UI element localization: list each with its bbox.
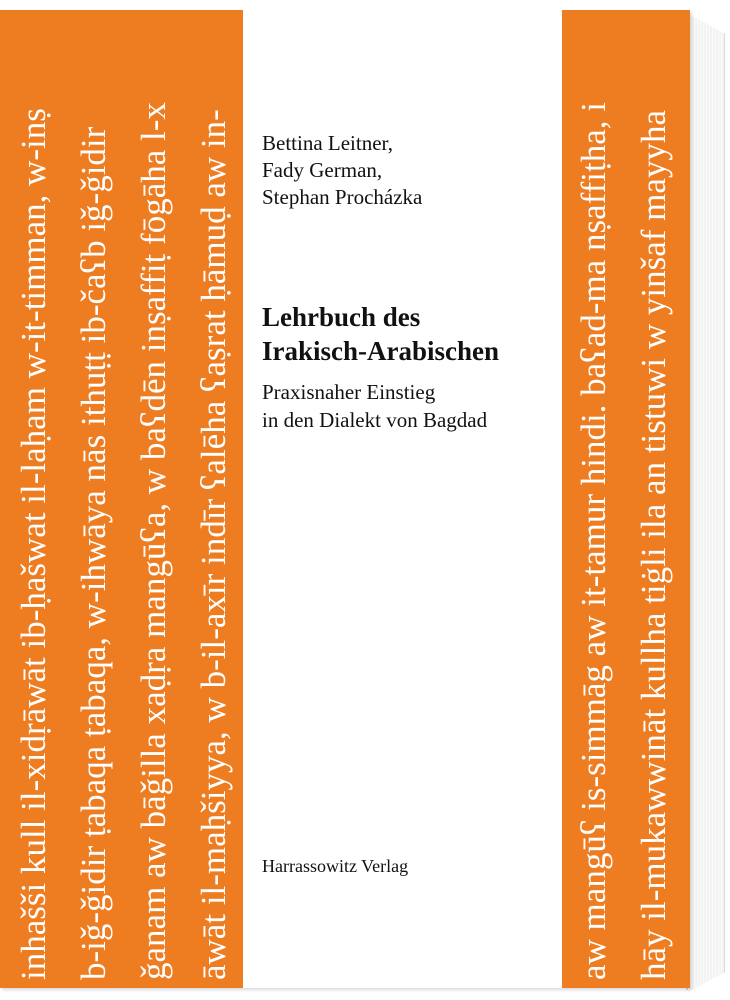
subtitle-line-2: in den Dialekt von Bagdad (262, 408, 488, 432)
page-edges (688, 14, 725, 992)
left-stripe-line-2: b-iǧ-ǧidir ṭabaqa ṭabaqa, w-ihwāya nās ithuṭṭ ib-čaʕb iǧ-ǧidir (74, 126, 113, 980)
author-list (262, 130, 422, 211)
author-2: Fady German, (262, 158, 383, 182)
publisher-name: Harrassowitz Verlag (262, 856, 409, 876)
front-cover (0, 10, 690, 988)
left-stripe-line-1: inhašši kull il-xidṛāwāt ib-ḥašwat il-laḥam w-it-timman, w-inṣ (14, 108, 53, 980)
book-title (262, 300, 499, 368)
right-stripe-line-2: hāy il-mukawwināt kullha tiġli ila an tistuwi w yinšaf mayyha (634, 110, 673, 980)
right-stripe-line-1: aw mangūʕ is-simmāg aw it-tamur hindi. baʕad-ma nṣaffiṭha, i (574, 102, 613, 980)
subtitle-line-1: Praxisnaher Einstieg (262, 380, 436, 404)
title-line-2: Irakisch-Arabischen (262, 336, 500, 366)
author-3: Stephan Procházka (262, 185, 423, 209)
book-subtitle (262, 378, 487, 434)
left-stripe-line-3: ǧanam aw bāǧilla xaḍṛa mangūʕa, w baʕdēn inṣaffiṭ fōgāha l-x (134, 102, 173, 980)
author-1: Bettina Leitner, (262, 131, 393, 155)
left-stripe-line-4: āwāt il-maḥšiyya, w b-il-axīr indīr ʕalēha ʕaṣrat ḥāmuḍ aw in- (194, 109, 233, 980)
left-orange-stripe (0, 10, 243, 988)
title-line-1: Lehrbuch des (262, 302, 421, 332)
right-orange-stripe (562, 10, 690, 988)
